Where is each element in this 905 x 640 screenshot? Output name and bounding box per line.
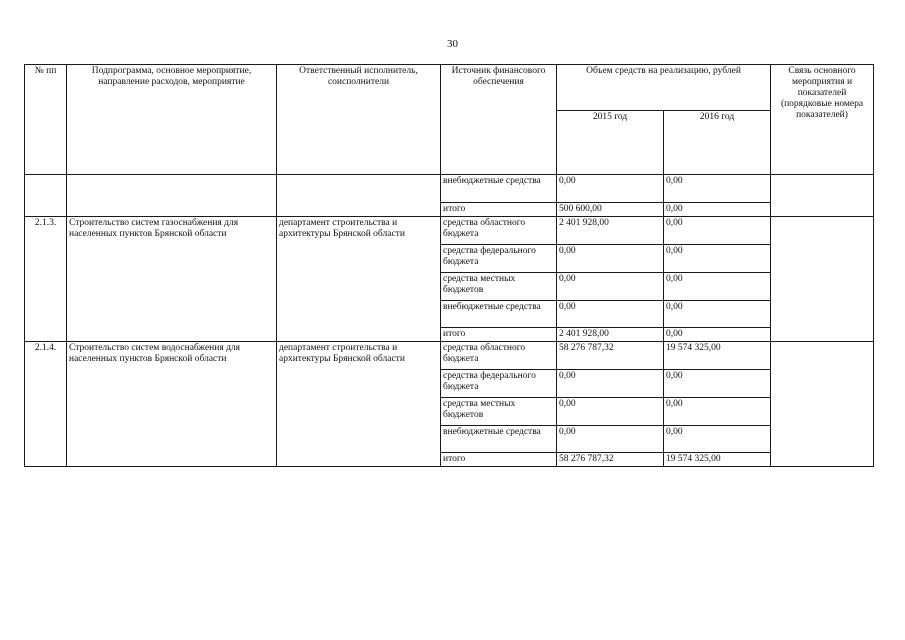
cell-2015: 2 401 928,00 xyxy=(557,217,664,245)
cell-2016: 0,00 xyxy=(664,370,771,398)
header-funds: Объем средств на реализацию, рублей xyxy=(557,65,771,111)
cell-source: итого xyxy=(441,203,557,217)
cell-2016: 0,00 xyxy=(664,217,771,245)
cell-num: 2.1.4. xyxy=(25,342,67,467)
cell-num: 2.1.3. xyxy=(25,217,67,342)
table-row xyxy=(25,217,874,245)
table-row xyxy=(25,342,874,370)
header-executor: Ответственный исполнитель, соисполнители xyxy=(277,65,441,175)
cell-source: внебюджетные средства xyxy=(441,426,557,453)
cell-2016: 0,00 xyxy=(664,328,771,342)
header-year-2016: 2016 год xyxy=(664,111,771,175)
page-number: 30 xyxy=(447,38,458,50)
cell-source: средства федерального бюджета xyxy=(441,245,557,273)
cell-source: внебюджетные средства xyxy=(441,175,557,203)
cell-2016: 0,00 xyxy=(664,426,771,453)
cell-executor xyxy=(277,175,441,217)
cell-source: средства областного бюджета xyxy=(441,342,557,370)
cell-2016: 19 574 325,00 xyxy=(664,453,771,467)
cell-source: средства местных бюджетов xyxy=(441,398,557,426)
cell-subprogram xyxy=(67,175,277,217)
cell-2015: 58 276 787,32 xyxy=(557,342,664,370)
cell-executor: департамент строительства и архитектуры Брянской области xyxy=(277,217,441,342)
header-year-2015: 2015 год xyxy=(557,111,664,175)
table-header xyxy=(25,65,874,175)
cell-2016: 0,00 xyxy=(664,245,771,273)
cell-subprogram: Строительство систем водоснабжения для населенных пунктов Брянской области xyxy=(67,342,277,467)
cell-2015: 2 401 928,00 xyxy=(557,328,664,342)
cell-2015: 0,00 xyxy=(557,370,664,398)
cell-source: средства местных бюджетов xyxy=(441,273,557,301)
cell-2015: 58 276 787,32 xyxy=(557,453,664,467)
cell-2015: 0,00 xyxy=(557,273,664,301)
cell-2015: 0,00 xyxy=(557,398,664,426)
table-body xyxy=(25,175,874,467)
table-row xyxy=(25,175,874,203)
cell-executor: департамент строительства и архитектуры Брянской области xyxy=(277,342,441,467)
cell-source: итого xyxy=(441,328,557,342)
cell-subprogram: Строительство систем газоснабжения для населенных пунктов Брянской области xyxy=(67,217,277,342)
cell-source: внебюджетные средства xyxy=(441,301,557,328)
cell-2015: 0,00 xyxy=(557,175,664,203)
cell-link xyxy=(771,217,874,342)
header-num: № пп xyxy=(25,65,67,175)
header-source: Источник финансового обеспечения xyxy=(441,65,557,175)
cell-2016: 0,00 xyxy=(664,175,771,203)
header-subprogram: Подпрограмма, основное мероприятие, направление расходов, мероприятие xyxy=(67,65,277,175)
cell-2015: 0,00 xyxy=(557,426,664,453)
header-link: Связь основного мероприятия и показателей (порядковые номера показателей) xyxy=(771,65,874,175)
cell-source: итого xyxy=(441,453,557,467)
cell-2015: 0,00 xyxy=(557,245,664,273)
budget-table xyxy=(24,64,874,467)
cell-2015: 0,00 xyxy=(557,301,664,328)
cell-2016: 0,00 xyxy=(664,203,771,217)
cell-2016: 0,00 xyxy=(664,398,771,426)
cell-2016: 0,00 xyxy=(664,301,771,328)
cell-source: средства федерального бюджета xyxy=(441,370,557,398)
cell-source: средства областного бюджета xyxy=(441,217,557,245)
cell-link xyxy=(771,175,874,217)
cell-num xyxy=(25,175,67,217)
cell-2016: 19 574 325,00 xyxy=(664,342,771,370)
cell-2015: 500 600,00 xyxy=(557,203,664,217)
cell-2016: 0,00 xyxy=(664,273,771,301)
cell-link xyxy=(771,342,874,467)
